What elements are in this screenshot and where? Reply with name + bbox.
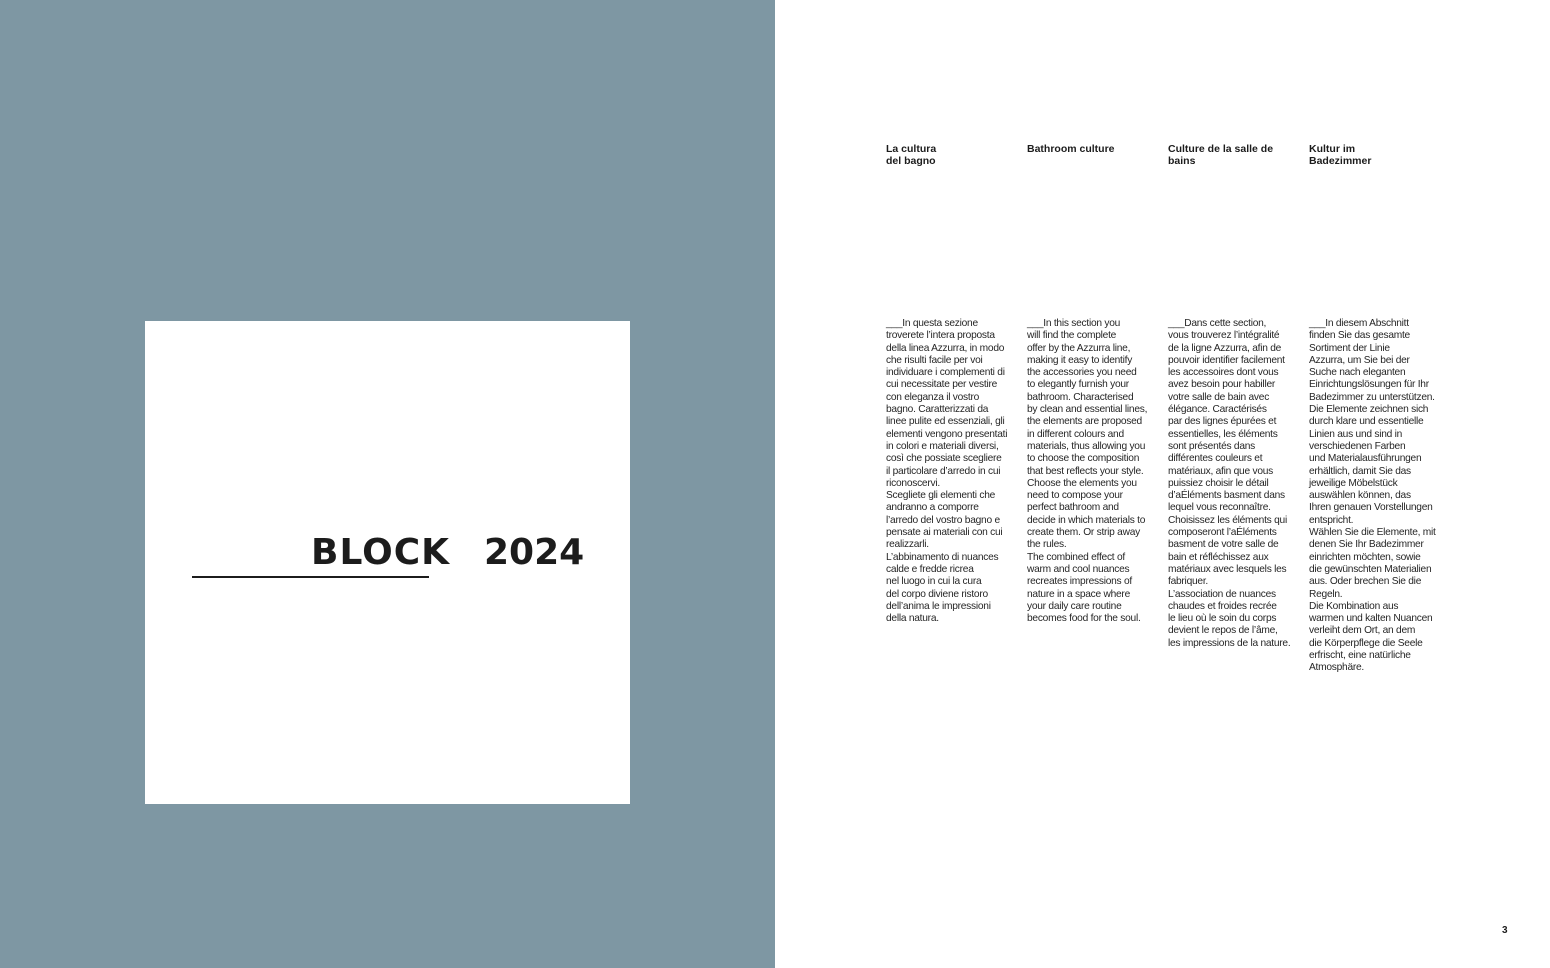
right-page (775, 0, 1550, 968)
column-body-italian: ___In questa sezione troverete l’intera proposta della linea Azzurra, in modo che risulti facile per voi individuare i complementi di cui necessitate per vestire con eleganza il vostro bagno. Caratterizzati da linee pulite ed essenziali, gli elementi vengono presentati in colori e materiali diversi, così che possiate scegliere il particolare d’arredo in cui riconoscervi. Scegliete gli elementi che andranno a comporre l’arredo del vostro bagno e pensate ai materiali con cui realizzarli. L’abbinamento di nuances calde e fredde ricrea nel luogo in cui la cura del corpo diviene ristoro dell’anima le impressioni della natura. (886, 318, 1008, 625)
column-title-french: Culture de la salle de bains (1168, 143, 1274, 168)
column-body-german: ___In diesem Abschnitt finden Sie das gesamte Sortiment der Linie Azzurra, um Sie bei der Suche nach eleganten Einrichtungslösungen für Ihr Badezimmer zu unterstützen. Die Elemente zeichnen sich durch klare und essentielle Linien aus und sind in verschiedenen Farben und Materialausführungen erhältlich, damit Sie das jeweilige Möbelstück auswählen können, das Ihren genauen Vorstellungen entspricht. Wählen Sie die Elemente, mit denen Sie Ihr Badezimmer einrichten möchten, sowie die gewünschten Materialien aus. Oder brechen Sie die Regeln. Die Kombination aus warmen und kalten Nuancen verleiht dem Ort, an dem die Körperpflege die Seele erfrischt, eine natürliche Atmosphäre. (1309, 318, 1436, 674)
cover-card (145, 321, 630, 804)
brand-year: 2024 (484, 532, 585, 573)
column-title-english: Bathroom culture (1027, 143, 1115, 155)
column-title-german: Kultur im Badezimmer (1309, 143, 1372, 168)
page-number: 3 (1502, 925, 1508, 936)
column-body-english: ___In this section you will find the complete offer by the Azzurra line, making it easy to identify the accessories you need to elegantly furnish your bathroom. Characterised by clean and essential lines, the elements are proposed in different colours and materials, thus allowing you to choose the composition that best reflects your style. Choose the elements you need to compose your perfect bathroom and decide in which materials to create them. Or strip away the rules. The combined effect of warm and cool nuances recreates impressions of nature in a space where your daily care routine becomes food for the soul. (1027, 318, 1148, 625)
brand-name: BLOCK (311, 532, 451, 573)
column-title-italian: La cultura del bagno (886, 143, 937, 168)
column-body-french: ___Dans cette section, vous trouverez l’intégralité de la ligne Azzurra, afin de pouvoir identifier facilement les accessoires dont vous avez besoin pour habiller votre salle de bain avec élégance. Caractérisés par des lignes épurées et essentielles, les éléments sont présentés dans différentes couleurs et matériaux, afin que vous puissiez choisir le détail d’aÉléments basment dans lequel vous reconnaître. Choisissez les éléments qui composeront l’aÉléments basment de votre salle de bain et réfléchissez aux matériaux avec lesquels les fabriquer. L’association de nuances chaudes et froides recrée le lieu où le soin du corps devient le repos de l’âme, les impressions de la nature. (1168, 318, 1291, 649)
